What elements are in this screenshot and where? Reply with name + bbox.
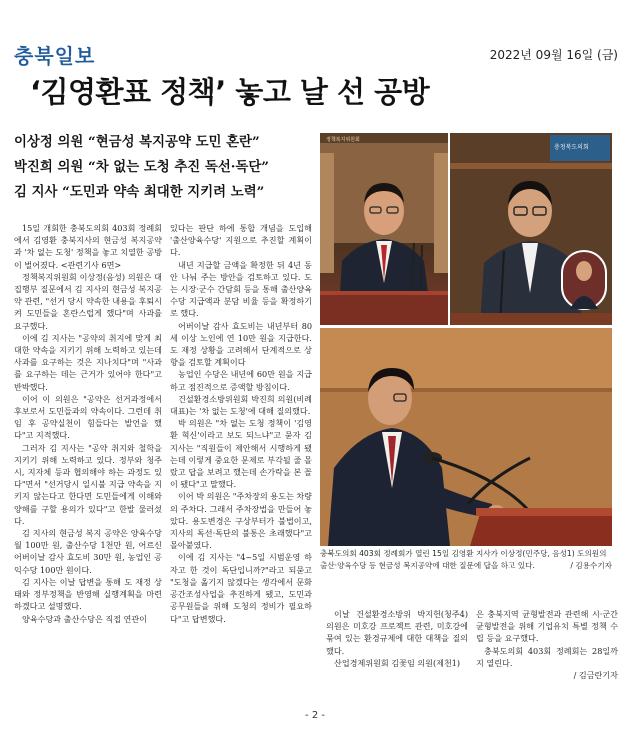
paragraph: 산업경제위원회 김꽃임 의원(제천1)	[334, 657, 461, 668]
photo-governor-podium-illustration	[320, 328, 612, 546]
caption-text: 충북도의회 403회 정례회가 열린 15일 김영환 지사가 이상정(민주당, 음성1) 도의원의 출산·양육수당 등 현금성 복지공약에 대한 질문에 답을 하고 있다.	[320, 549, 607, 570]
paragraph: 김 지사의 현금성 복지 공약은 양육수당 월 100만 원, 출산수당 1천만 원, 어르신 어버이날 감사 효도비 30만 원, 농업인 공익수당 100만 원이다.	[14, 528, 162, 575]
paragraph: 이어 이 의원은 "공약은 선거과정에서 후보로서 도민들과의 약속이다. 그런데 취임 후 공약실천이 힘들다는 발언을 했다"고 지적했다.	[14, 393, 162, 441]
caption-credit: / 김용수기자	[570, 561, 612, 570]
masthead	[14, 40, 618, 68]
paragraph: 건설환경소방위원회 박진희 의원(비례대표)는 '차 없는 도청'에 대해 질의했다.	[170, 393, 312, 417]
article-column-1	[14, 222, 162, 625]
paragraph: 그러자 김 지사는 "공약 취지와 철학을 지키기 위해 노력하고 있다. 정부와 청주시, 지자체 등과 협의해야 하는 과정도 있다"면서 "선거당시 일시불 지급 약속을 지키지 않는다고 한다면 도민들에게 이해와 양해를 구할 용의가 있다"고 한발 물러섰다.	[14, 442, 162, 526]
photo-caption	[320, 548, 612, 572]
subheads	[14, 130, 314, 205]
article-credit: / 김금란기자	[573, 670, 618, 681]
paragraph: 은 충북지역 균형발전과 관련해 시·군간 균형발전을 위해 기업유치 특별 정책 수립 등을 요구했다.	[476, 609, 618, 644]
paper-date: 2022년 09월 16일 (금)	[489, 48, 618, 62]
subhead-3: 김 지사 “도민과 약속 최대한 지키려 노력”	[14, 184, 265, 200]
photo-council-member-illustration	[320, 133, 448, 325]
paragraph: 이날 건설환경소방위 박지헌(청주4) 의원은 미호강 프로젝트 관련, 미호강에 묶여 있는 환경규제에 대한 대책을 질의했다.	[326, 609, 468, 656]
subhead-2: 박진희 의원 “차 없는 도청 추진 독선·독단”	[14, 159, 270, 175]
page-number: - 2 -	[305, 710, 325, 721]
paper-name: 충북일보	[14, 44, 96, 68]
paragraph: 이에 김 지사는 "공약의 취지에 맞게 최대한 약속을 지키기 위해 노력하고 있는데 사과를 요구하는 것은 지나치다"며 "사과를 요구하는 데는 근거가 있어야 한다"고 반박했다.	[14, 332, 162, 392]
article-column-3	[326, 608, 468, 669]
paragraph: 이어 박 의원은 "주차장의 용도는 차량의 주차다. 그래서 주차장법을 만들어 놓았다. 용도변경은 구상부터가 불법이고, 지사의 독선·독단의 불통은 초래했다"고 몰아붙였다.	[170, 491, 312, 551]
photo-governor-podium	[320, 328, 612, 546]
photo-sign-text: 정책복지위원회	[326, 137, 360, 143]
photo-council-member	[320, 133, 448, 325]
paragraph: 어버이날 감사 효도비는 내년부터 80세 이상 노인에 연 10만 원을 지급한다. 도 재정 상황을 고려해서 단계적으로 상향을 검토할 계획이다	[170, 320, 312, 368]
photo-governor	[450, 133, 612, 325]
paragraph: 충북도의회 403회 정례회는 28일까지 열린다.	[476, 645, 618, 668]
subhead-1: 이상정 의원 “현금성 복지공약 도민 혼란”	[14, 134, 260, 150]
paragraph: 김 지사는 이날 답변을 통해 도 재정 상태와 정부정책을 반영해 실행계획을 마련하겠다고 설명했다.	[14, 576, 162, 612]
paragraph: 이에 김 지사는 "4~5일 시범운영 하자고 한 것이 독단입니까?"라고 되묻고 "도청을 옮기지 않겠다는 생각에서 문화공간조성사업을 추진하게 됐고, 도민과 공무원들을 위해 도청의 정비가 필요하다"고 답변했다.	[170, 552, 312, 624]
paragraph: 있다는 판단 하에 통합 개념을 도입해 '출산양육수당' 지원으로 추진할 계획이다.	[170, 223, 312, 258]
paragraph: 농업인 수당은 내년에 60만 원을 지급하고 점진적으로 증액할 방침이다.	[170, 369, 312, 392]
paragraph: 15일 개회한 충북도의회 403회 정례회에서 김영환 충북지사의 현금성 복지공약과 '차 없는 도청' 정책을 놓고 치열한 공방이 벌어졌다. <관련기사 6면>	[14, 223, 162, 270]
paragraph: 박 의원은 "차 없는 도청 정책이 '김영환 혁신'이라고 보도 되느냐"고 묻자 김 지사는 "직원들이 제안해서 시행하게 됐는데 이렇게 중요한 문제로 부각될 줄 몰랐고 답을 보려고 했는데 손가락을 본 꼴이 됐다"고 말했다.	[170, 418, 312, 490]
article-column-2	[170, 222, 312, 625]
article-column-4	[476, 608, 618, 681]
paragraph: 양육수당과 출산수당은 직접 연관이	[22, 613, 147, 624]
photo-sign-text: 충청북도의회	[554, 144, 589, 151]
paragraph: 정책복지위원회 이상정(음성) 의원은 대집행부 질문에서 김 지사의 현금성 복지공약 관련, "선거 당시 약속한 내용을 후퇴시켜 도민들을 혼란스럽게 했다"며 사과를 요구했다.	[14, 271, 162, 331]
headline: ‘김영환표 정책’ 놓고 날 선 공방	[30, 75, 430, 109]
photo-governor-illustration	[450, 133, 612, 325]
paragraph: 내년 지급할 금액을 확정한 뒤 4년 동안 나눠 주는 방안을 검토하고 있다. 도는 시장·군수 간담회 등을 통해 출산양육수당 지급액과 분담 비율 등을 확정하기로 했다.	[170, 259, 312, 319]
